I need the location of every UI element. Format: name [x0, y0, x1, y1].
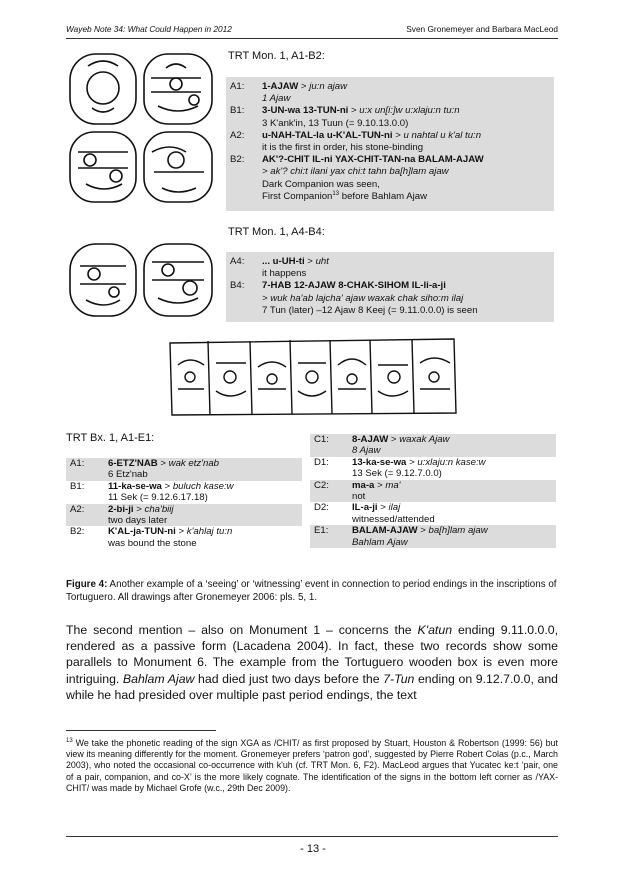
box-table-left: [66, 458, 302, 549]
row-a1: A1: 1-AJAW > ju:n ajaw 1 Ajaw: [230, 81, 348, 105]
row-a4: A4: ... u-UH-ti > uht it happens: [230, 256, 329, 280]
transcription-box-a1-b2: [226, 77, 554, 211]
footnote-rule: [66, 730, 216, 731]
page-number: - 13 -: [300, 843, 326, 855]
row-b1-box: B1: 11-ka-se-wa > buluch kase:w 11 Sek (= 9.12.6.17.18): [70, 480, 234, 504]
transcription-box-a4-b4: [226, 252, 554, 322]
glyph-drawing-a4-b4: [66, 240, 216, 320]
block1-title: TRT Mon. 1, A1-B2:: [228, 50, 325, 62]
glyph-drawing-a1-b2: [66, 48, 216, 206]
row-a1-box: A1: 6-ETZ'NAB > wak etz'nab 6 Etz'nab: [66, 458, 302, 481]
row-d2-box: D2: IL-a-ji > ilaj witnessed/attended: [314, 502, 435, 525]
block3-title: TRT Bx. 1, A1-E1:: [66, 432, 155, 444]
row-e1-box: E1: BALAM-AJAW > ba[h]lam ajaw Bahlam Ajaw: [310, 525, 556, 548]
row-a2-box: A2: 2-bi-ji > cha'biij two days later: [66, 504, 302, 527]
row-a2: A2: u-NAH-TAL-la u-K'AL-TUN-ni > u nahtal u k'al tu:n it is the first in order, his stone-binding: [230, 129, 482, 154]
figure-caption: Figure 4: Another example of a ‘seeing’ or ‘witnessing’ event in connection to period endings in the inscriptions of Tortuguero. All drawings after Gronemeyer 2006: pls. 5, 1.: [66, 579, 557, 603]
row-b4: B4: 7-HAB 12-AJAW 8-CHAK-SIHOM IL-li-a-ji > wuk ha'ab lajcha' ajaw waxak chak siho:m ilaj 7 Tun (later) –12 Ajaw 8 Keej (= 9.11.0.0.0) is seen: [230, 280, 478, 316]
header-right: Sven Gronemeyer and Barbara MacLeod: [406, 24, 558, 34]
glyph-drawing-box: [168, 335, 458, 419]
header-left: Wayeb Note 34: What Could Happen in 2012: [66, 24, 232, 34]
row-c2-box: C2: ma-a > ma' not: [310, 480, 556, 503]
body-paragraph: The second mention – also on Monument 1 – concerns the K'atun ending 9.11.0.0.0, rendered as a passive form (Lacadena 2004). In fact, these two records show some parallels to Monument 6. The example from the Tortuguero wooden box is even more intriguing. Bahlam Ajaw had died just two days before the 7-Tun ending on 9.12.7.0.0, and while he had presided over multiple past period endings, the text: [66, 623, 558, 702]
header-rule: [66, 38, 558, 39]
footnote-13: $^{13}$ We take the phonetic reading of the sign XGA as /CHIT/ as first proposed by Stuart, Houston & Robertson (1999: 56) but view its meaning differently for the moment. Gronemeyer prefers ‘patron god’, suggested by Pierre Robert Colas (p.c., March 2003), who noted the occasional co-occurrence with k'uh (cf. TRT Mon. 6, F2). MacLeod argues that Yucatec ke:t ‘pair, one of a pair, companion, and co-X’ is the more likely cognate. The identification of the signs in the bottom left corner as /YAX-CHIT/ was made by Michael Grofe (w.c., 29th Dec 2009).: [66, 738, 558, 793]
row-d1-box: D1: 13-ka-se-wa > u:xlaju:n kase:w 13 Sek (= 9.12.7.0.0): [314, 456, 486, 480]
footer-rule: [66, 836, 558, 837]
block2-title: TRT Mon. 1, A4-B4:: [228, 226, 325, 238]
row-c1-box: C1: 8-AJAW > waxak Ajaw 8 Ajaw: [310, 434, 556, 457]
running-header: [66, 24, 558, 34]
row-b2-box: B2: K'AL-ja-TUN-ni > k'ahlaj tu:n was bound the stone: [70, 526, 233, 549]
footnote-ref-13: 13: [332, 190, 340, 197]
row-b1: B1: 3-UN-wa 13-TUN-ni > u:x un[i:]w u:xlaju:n tu:n 3 K'ank'in, 13 Tuun (= 9.10.13.0.0): [230, 105, 460, 129]
box-table-right: [310, 434, 556, 548]
row-b2: B2: AK'?-CHIT IL-ni YAX-CHIT-TAN-na BALAM-AJAW > ak'? chi:t ilani yax chi:t tahn ba[h]lam ajaw Dark Companion was seen, First Companion$^{13}$ before Bahlam Ajaw: [230, 154, 484, 202]
